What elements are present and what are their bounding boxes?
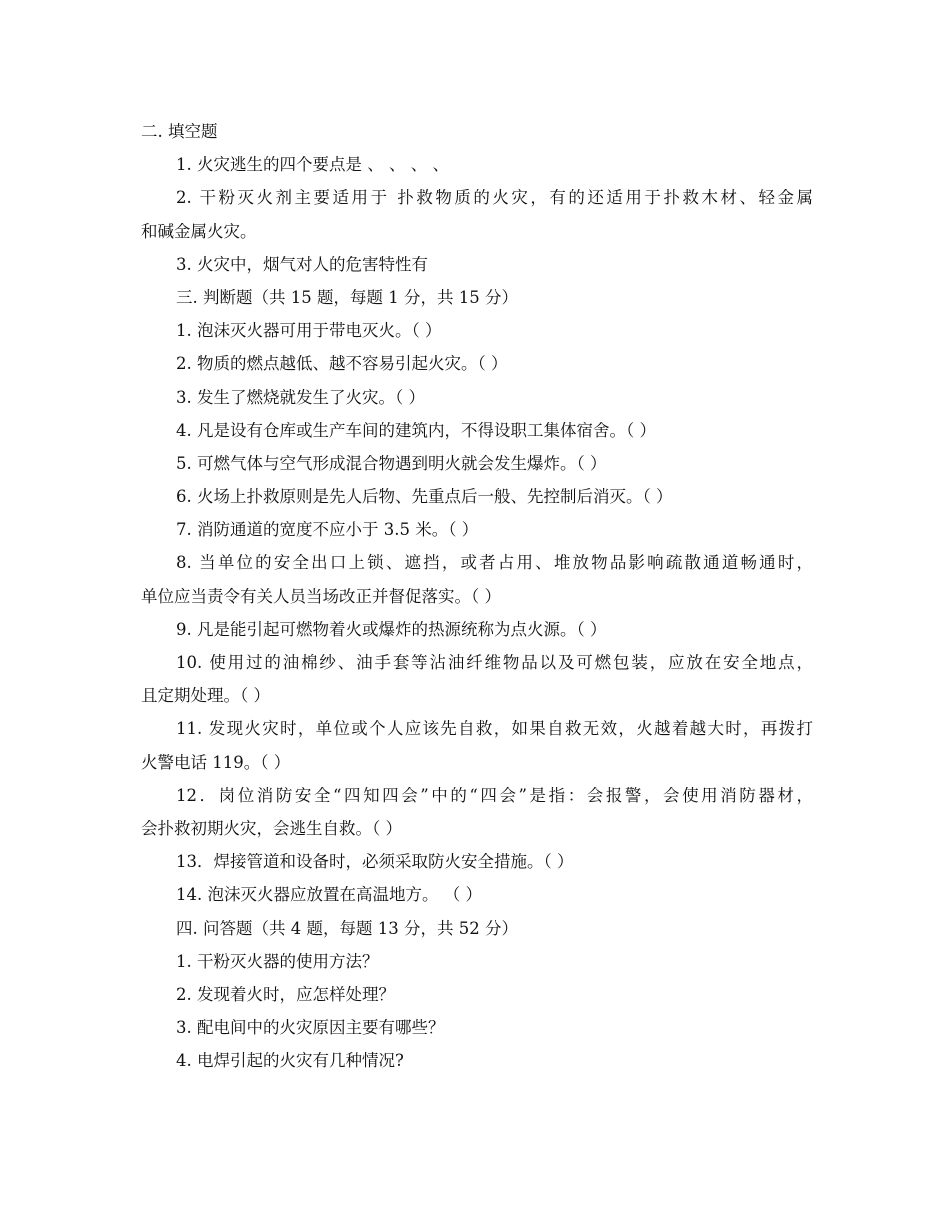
document-line: 2. 干粉灭火剂主要适用于 扑救物质的火灾，有的还适用于扑救木材、轻金属 (176, 188, 813, 208)
document-line: 11. 发现火灾时，单位或个人应该先自救，如果自救无效，火越着越大时，再拨打 (176, 719, 813, 739)
document-line: 1. 泡沫灭火器可用于带电灭火。（ ） (176, 321, 442, 341)
document-line: 6. 火场上扑救原则是先人后物、先重点后一般、先控制后消灭。（ ） (176, 487, 673, 507)
document-line: 3. 火灾中，烟气对人的危害特性有 (176, 254, 428, 274)
document-line: 7. 消防通道的宽度不应小于 3.5 米。（ ） (176, 520, 479, 540)
document-line: 二. 填空题 (141, 122, 218, 141)
document-line: 3. 配电间中的火灾原因主要有哪些？ (176, 1018, 445, 1038)
document-line: 单位应当责令有关人员当场改正并督促落实。（ ） (141, 586, 501, 606)
document-line: 9. 凡是能引起可燃物着火或爆炸的热源统称为点火源。（ ） (176, 619, 607, 639)
document-line: 13．焊接管道和设备时，必须采取防火安全措施。（ ） (176, 852, 574, 872)
document-line: 三. 判断题（共 15 题，每题 1 分，共 15 分） (176, 287, 518, 307)
document-line: 10. 使用过的油棉纱、油手套等沾油纤维物品以及可燃包装，应放在安全地点， (176, 653, 813, 672)
document-line: 14. 泡沫灭火器应放置在高温地方。 （ ） (176, 885, 482, 905)
document-line: 5. 可燃气体与空气形成混合物遇到明火就会发生爆炸。（ ） (176, 453, 607, 473)
document-line: 12．岗位消防安全“四知四会”中的“四会”是指：会报警，会使用消防器材， (176, 785, 813, 805)
document-line: 8. 当单位的安全出口上锁、遮挡，或者占用、堆放物品影响疏散通道畅通时， (176, 553, 813, 573)
document-line: 1. 干粉灭火器的使用方法？ (176, 951, 379, 971)
document-body (141, 115, 813, 1077)
document-line: 且定期处理。（ ） (141, 686, 270, 706)
document-line: 会扑救初期火灾，会逃生自救。（ ） (141, 818, 402, 838)
document-line: 1. 火灾逃生的四个要点是 、 、 、 、 (176, 155, 449, 175)
document-line: 4. 电焊引起的火灾有几种情况? (176, 1051, 404, 1071)
document-line: 4. 凡是设有仓库或生产车间的建筑内，不得设职工集体宿舍。（ ） (176, 420, 656, 440)
document-line: 2. 发现着火时，应怎样处理？ (176, 984, 395, 1004)
document-line: 2. 物质的燃点越低、越不容易引起火灾。（ ） (176, 354, 508, 374)
document-line: 3. 发生了燃烧就发生了火灾。（ ） (176, 387, 425, 407)
document-line: 火警电话 119。（ ） (141, 752, 291, 772)
document-line: 和碱金属火灾。 (141, 221, 257, 241)
document-line: 四. 问答题（共 4 题，每题 13 分，共 52 分） (176, 918, 518, 938)
